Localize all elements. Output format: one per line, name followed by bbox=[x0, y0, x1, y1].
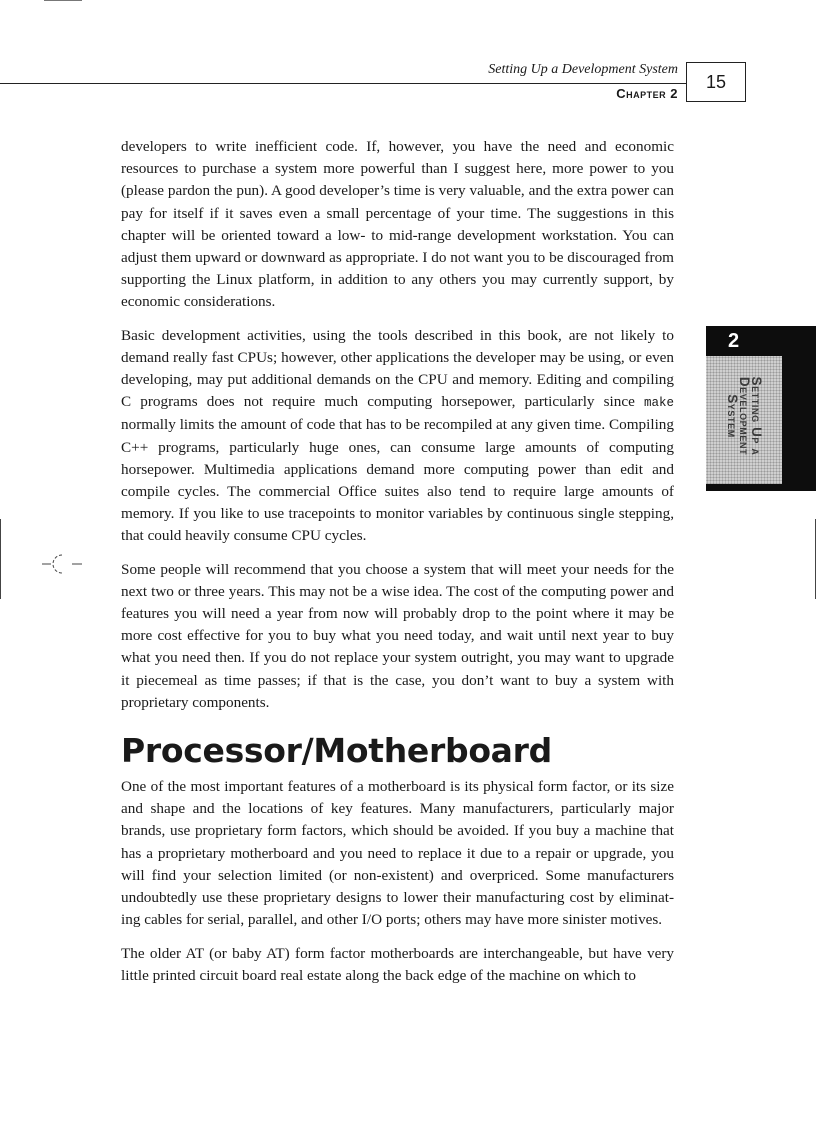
inline-code-make: make bbox=[643, 396, 674, 411]
page-number-box bbox=[686, 62, 746, 102]
thumb-tab-chapter-number: 2 bbox=[728, 330, 740, 352]
page-number: 15 bbox=[705, 71, 727, 92]
body-text bbox=[121, 136, 674, 998]
thumb-tab-line-3: System bbox=[725, 394, 740, 438]
running-header-chapter: Chapter 2 bbox=[616, 86, 678, 101]
paragraph-2-part-1: Basic development activities, using the tools described in this book, are not likely to demand really fast CPUs; however, other applications the developer may be using, or even developing, may put additional demands on the CPU and memory. Editing and compiling C programs does not require much computing horsepower, particularly since bbox=[121, 326, 674, 411]
paragraph-5: The older AT (or baby AT) form factor motherboards are interchangeable, but have very little printed circuit board real estate along the back edge of the machine on which to bbox=[121, 944, 674, 984]
crop-mark-top bbox=[44, 0, 82, 1]
paragraph-1: developers to write inefficient code. If, however, you have the need and economic resources to purchase a system more powerful than I suggest here, more power to you (please pardon the pun). A good developer’s time is very valuable, and the extra power can pay for itself if it saves even a small percentage of your time. The suggestions in this chapter will be oriented toward a low- to mid-range development workstation. You can adjust them upward or downward as appropriate. I do not want you to be discouraged from supporting the Linux platform, in addition to any others you may currently support, by economic considerations. bbox=[121, 138, 674, 311]
thumb-tab-line-1: Setting Up a bbox=[749, 376, 764, 456]
running-header-title: Setting Up a Development System bbox=[488, 62, 678, 77]
header-rule bbox=[0, 83, 686, 84]
chapter-thumb-tab bbox=[706, 326, 816, 491]
trim-mark-left bbox=[0, 519, 1, 599]
thumb-tab-line-2: Development bbox=[737, 376, 752, 456]
paragraph-3: Some people will recommend that you choose a system that will meet your needs for the next two or three years. This may not be a wise idea. The cost of the computing power and features you will need a year from now will probably drop to the point where it may be more cost effective for you to buy what you need today, and wait until next year to buy what you need then. If you do not replace your system outright, you may want to upgrade it piecemeal as time passes; if that is the case, you don’t want to buy a system with proprietary components. bbox=[121, 560, 674, 711]
section-heading: Processor/Motherboard bbox=[121, 731, 552, 771]
paragraph-2 bbox=[121, 325, 674, 548]
paragraph-4: One of the most important features of a motherboard is its physical form factor, or its size and shape and the locations of key features. Many manufacturers, particularly major brands, use proprietary form factors, which should be avoided. If you buy a machine that has a proprietary motherboard and you need to replace it due to a repair or upgrade, you will find your selection limited (or non-existent) and overpriced. Some manufacturers undoubtedly use these proprietary designs to lower their manufacturing cost by eliminating cables for serial, parallel, and other I/O ports; others may have more sinister motives. bbox=[121, 778, 674, 929]
thumb-tab-label bbox=[726, 355, 762, 477]
paragraph-2-part-2: normally limits the amount of code that has to be recompiled at any given time. Compiling C++ programs, particularly huge ones, can consume large amounts of computing horsepower. Multimedia applications demand more computing power than edit and compile cycles. The commercial Office suites also tend to require large amounts of memory. If you like to use tracepoints to monitor variables by continuous single stepping, that could heavily consume CPU cycles. bbox=[121, 416, 674, 545]
registration-mark-icon bbox=[42, 551, 88, 577]
